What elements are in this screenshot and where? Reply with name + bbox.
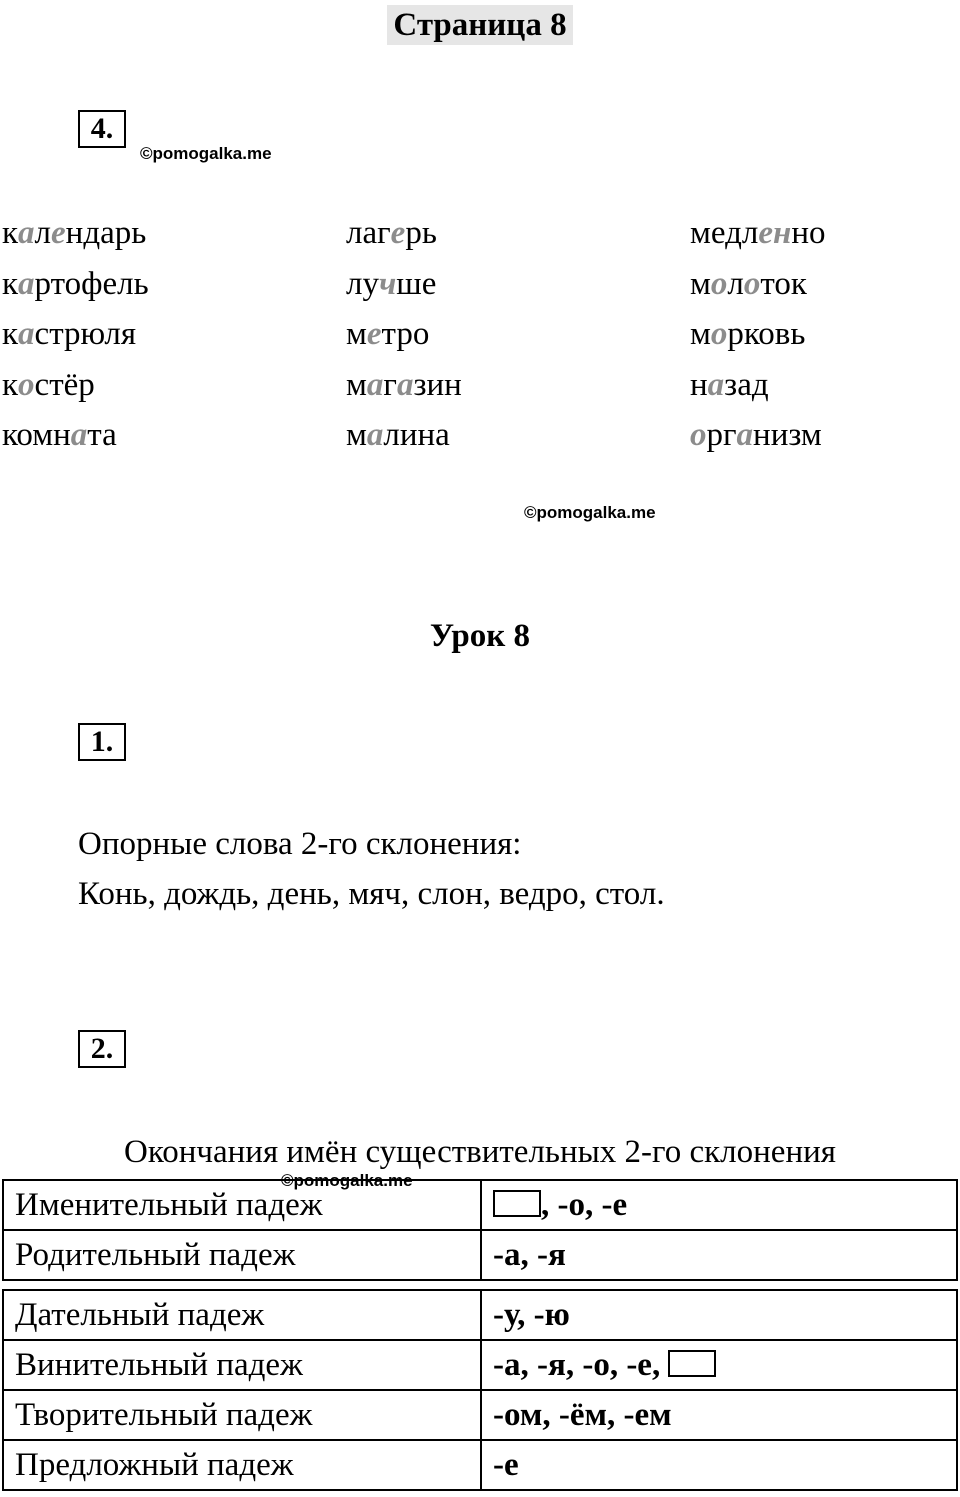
watermark: ©pomogalka.me xyxy=(140,144,272,163)
word-list xyxy=(0,208,960,468)
word-segment: м xyxy=(346,316,367,352)
word-item xyxy=(690,360,826,411)
word-segment: м xyxy=(690,316,711,352)
word-segment: тро xyxy=(381,316,430,352)
word-segment: рг xyxy=(706,417,737,453)
word-segment: зад xyxy=(724,366,769,403)
word-segment: м xyxy=(346,366,367,403)
highlighted-letters: о xyxy=(710,265,728,302)
highlighted-letters: а xyxy=(70,417,88,453)
highlighted-letters: о xyxy=(710,316,728,352)
watermark: ©pomogalka.me xyxy=(281,1171,413,1190)
word-segment: лина xyxy=(383,417,450,453)
word-segment: г xyxy=(383,366,397,403)
word-item xyxy=(2,259,149,310)
case-endings-table-top xyxy=(2,1179,958,1281)
endings-text: -ом, -ём, -ем xyxy=(493,1397,672,1433)
word-segment: ток xyxy=(760,265,807,302)
case-endings-cell xyxy=(481,1390,957,1440)
word-column-1 xyxy=(2,208,149,461)
word-column-3 xyxy=(690,208,826,461)
word-segment: м xyxy=(690,265,711,302)
empty-ending-box-icon xyxy=(493,1190,541,1217)
word-segment: л xyxy=(727,265,744,302)
highlighted-letters: о xyxy=(690,417,707,453)
word-segment: рь xyxy=(405,215,437,251)
case-name-cell: Родительный падеж xyxy=(3,1230,481,1280)
word-segment: лаг xyxy=(346,215,391,251)
highlighted-letters: о xyxy=(18,366,35,403)
word-item xyxy=(346,208,462,259)
word-segment: стрюля xyxy=(34,316,136,352)
word-item xyxy=(2,410,149,461)
highlighted-letters: а xyxy=(707,366,725,403)
case-name-cell: Предложный падеж xyxy=(3,1440,481,1490)
table-row xyxy=(3,1290,957,1340)
word-segment: рковь xyxy=(727,316,806,352)
highlighted-letters: а xyxy=(366,417,384,453)
highlighted-letters: е xyxy=(51,215,66,251)
word-segment: зин xyxy=(413,366,462,403)
endings-text: -а, -я xyxy=(493,1237,566,1273)
word-segment: медл xyxy=(690,215,759,251)
word-segment: к xyxy=(2,265,19,302)
word-segment: н xyxy=(690,366,708,403)
word-column-2 xyxy=(346,208,462,461)
case-endings-cell xyxy=(481,1230,957,1280)
lesson-title: Урок 8 xyxy=(429,618,531,654)
word-item xyxy=(690,309,826,360)
highlighted-letters: ен xyxy=(758,215,792,251)
table-row xyxy=(3,1340,957,1390)
highlighted-letters: а xyxy=(366,366,384,403)
task-2-number: 2. xyxy=(78,1030,126,1068)
word-segment: к xyxy=(2,366,19,403)
word-item xyxy=(690,259,826,310)
word-segment: комн xyxy=(2,417,71,453)
word-item xyxy=(690,208,826,259)
word-segment: к xyxy=(2,215,19,251)
word-segment: к xyxy=(2,316,19,352)
case-endings-cell xyxy=(481,1440,957,1490)
page-title-text: Страница 8 xyxy=(387,5,572,45)
word-item xyxy=(2,309,149,360)
word-segment: ше xyxy=(396,265,437,302)
word-item xyxy=(690,410,826,461)
case-name-cell: Именительный падеж xyxy=(3,1180,481,1230)
highlighted-letters: ч xyxy=(378,265,397,302)
word-segment: ндарь xyxy=(65,215,147,251)
word-segment: та xyxy=(87,417,117,453)
case-endings-cell xyxy=(481,1340,957,1390)
table-row xyxy=(3,1180,957,1230)
task-1-line-2: Конь, дождь, день, мяч, слон, ведро, стол. xyxy=(78,876,665,912)
empty-ending-box-icon xyxy=(668,1350,716,1377)
task-1-number: 1. xyxy=(78,723,126,761)
word-item xyxy=(2,208,149,259)
highlighted-letters: а xyxy=(736,417,754,453)
word-segment: но xyxy=(791,215,826,251)
table-row xyxy=(3,1440,957,1490)
highlighted-letters: е xyxy=(366,316,382,352)
highlighted-letters: е xyxy=(390,215,406,251)
case-name-cell: Творительный падеж xyxy=(3,1390,481,1440)
highlighted-letters: а xyxy=(18,316,35,352)
task-4-number: 4. xyxy=(78,110,126,148)
endings-text: -а, -я, -о, -е, xyxy=(493,1347,661,1383)
page-title xyxy=(0,0,960,50)
table-caption: Окончания имён существительных 2-го склонения xyxy=(124,1134,836,1170)
highlighted-letters: а xyxy=(396,366,414,403)
highlighted-letters: о xyxy=(743,265,761,302)
word-item xyxy=(346,309,462,360)
highlighted-letters: а xyxy=(18,215,35,251)
endings-text: -у, -ю xyxy=(493,1297,570,1333)
case-name-cell: Винительный падеж xyxy=(3,1340,481,1390)
task-1-line-1: Опорные слова 2-го склонения: xyxy=(78,826,522,862)
watermark: ©pomogalka.me xyxy=(524,503,656,522)
word-segment: ртофель xyxy=(34,265,149,302)
table-row xyxy=(3,1230,957,1280)
word-item xyxy=(346,259,462,310)
case-endings-cell xyxy=(481,1180,957,1230)
word-item xyxy=(2,360,149,411)
word-segment: л xyxy=(34,215,52,251)
word-segment: лу xyxy=(346,265,379,302)
word-segment: стёр xyxy=(34,366,95,403)
highlighted-letters: а xyxy=(18,265,35,302)
word-segment: низм xyxy=(753,417,822,453)
word-item xyxy=(346,360,462,411)
table-row xyxy=(3,1390,957,1440)
word-item xyxy=(346,410,462,461)
case-endings-table-bottom xyxy=(2,1289,958,1491)
case-endings-cell xyxy=(481,1290,957,1340)
word-segment: м xyxy=(346,417,367,453)
case-name-cell: Дательный падеж xyxy=(3,1290,481,1340)
endings-text: , -о, -е xyxy=(541,1187,628,1223)
endings-text: -е xyxy=(493,1447,519,1483)
